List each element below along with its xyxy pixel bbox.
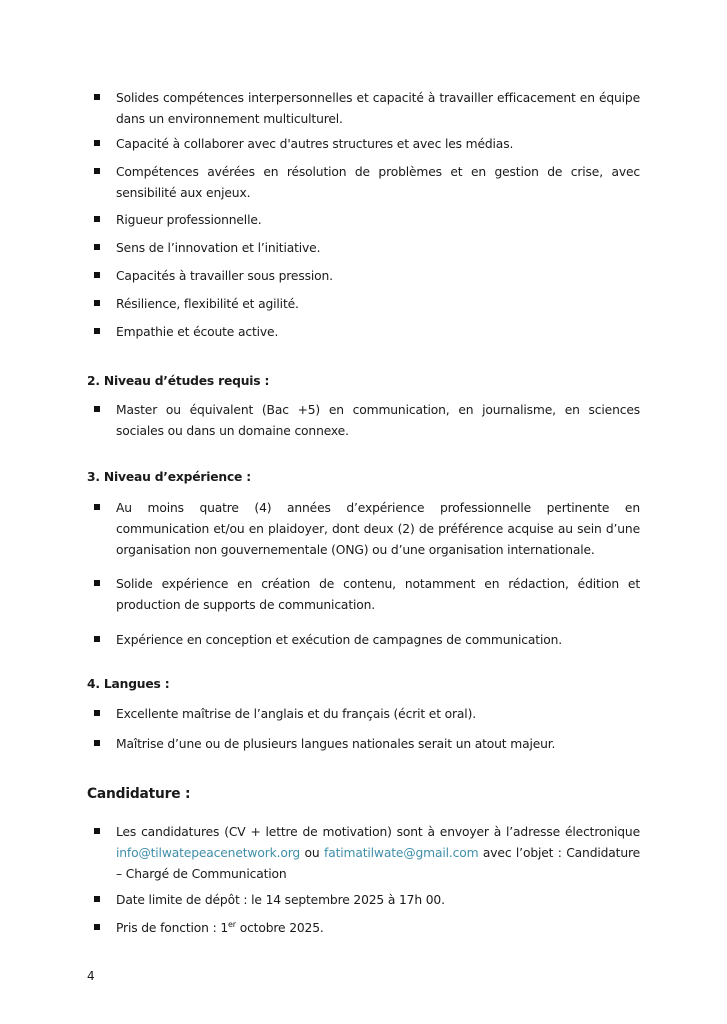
start-date-prefix: Pris de fonction : 1 — [116, 921, 229, 935]
list-item-text: Master ou équivalent (Bac +5) en communication, en journalisme, en sciences sociales ou dans un domaine connexe. — [116, 403, 640, 438]
list-item-text: Capacité à collaborer avec d'autres structures et avec les médias. — [116, 137, 514, 151]
list-item-text: Résilience, flexibilité et agilité. — [116, 297, 299, 311]
bullet-icon — [94, 740, 100, 746]
bullet-icon — [94, 924, 100, 930]
bullet-icon — [94, 896, 100, 902]
list-item-text: Empathie et écoute active. — [116, 325, 279, 339]
list-item-text: Maîtrise d’une ou de plusieurs langues nationales serait un atout majeur. — [116, 737, 556, 751]
list-item-text: Solide expérience en création de contenu, notamment en rédaction, édition et production de supports de communication. — [116, 577, 640, 612]
bullet-icon — [94, 168, 100, 174]
application-intro-text: Les candidatures (CV + lettre de motivation) sont à envoyer à l’adresse électronique — [116, 825, 640, 839]
list-item-text: Sens de l’innovation et l’initiative. — [116, 241, 321, 255]
list-item-text: Expérience en conception et exécution de campagnes de communication. — [116, 633, 563, 647]
list-item-text: Au moins quatre (4) années d’expérience professionnelle pertinente en communication et/ou en plaidoyer, dont deux (2) de préférence acquise au sein d’une organisation non gouvernementale (ONG) ou d’une organisation internationale. — [116, 501, 640, 557]
connector-text: ou — [304, 846, 320, 860]
page-number: 4 — [87, 969, 95, 983]
bullet-icon — [94, 300, 100, 306]
email-link-info[interactable]: info@tilwatepeacenetwork.org — [116, 846, 301, 860]
section-heading-application: Candidature : — [87, 786, 191, 802]
bullet-icon — [94, 580, 100, 586]
section-heading-education: 2. Niveau d’études requis : — [87, 374, 270, 388]
bullet-icon — [94, 328, 100, 334]
list-item-text: Capacités à travailler sous pression. — [116, 269, 333, 283]
application-instructions — [116, 822, 640, 885]
deadline-text: Date limite de dépôt : le 14 septembre 2025 à 17h 00. — [116, 893, 445, 907]
bullet-icon — [94, 244, 100, 250]
subject-text: avec l’objet : Candidature – Chargé de Communication — [116, 846, 641, 881]
list-item-text: Solides compétences interpersonnelles et capacité à travailler efficacement en équipe dans un environnement multiculturel. — [116, 91, 640, 126]
bullet-icon — [94, 636, 100, 642]
bullet-icon — [94, 710, 100, 716]
email-link-personal[interactable]: fatimatilwate@gmail.com — [324, 846, 479, 860]
list-item-text: Rigueur professionnelle. — [116, 213, 262, 227]
bullet-icon — [94, 828, 100, 834]
bullet-icon — [94, 406, 100, 412]
bullet-icon — [94, 94, 100, 100]
list-item-text: Compétences avérées en résolution de problèmes et en gestion de crise, avec sensibilité aux enjeux. — [116, 165, 640, 200]
start-date-suffix: octobre 2025. — [239, 921, 324, 935]
bullet-icon — [94, 272, 100, 278]
bullet-icon — [94, 504, 100, 510]
section-heading-languages: 4. Langues : — [87, 677, 170, 691]
section-heading-experience: 3. Niveau d’expérience : — [87, 470, 251, 484]
list-item-text: Excellente maîtrise de l’anglais et du français (écrit et oral). — [116, 707, 476, 721]
bullet-icon — [94, 216, 100, 222]
start-date-superscript: er — [228, 919, 236, 929]
start-date-text — [116, 918, 640, 939]
bullet-icon — [94, 140, 100, 146]
